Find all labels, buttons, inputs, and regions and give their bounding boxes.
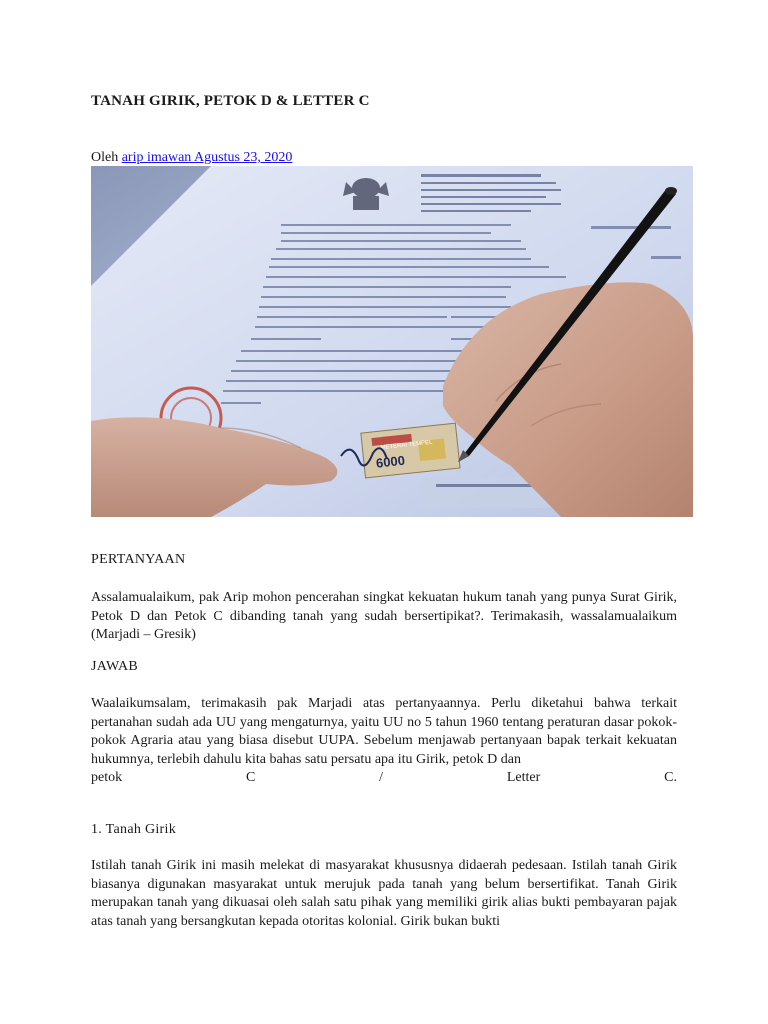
answer-paragraph [91, 695, 677, 788]
document-signing-photo [91, 166, 693, 517]
answer-word: Letter [506, 770, 541, 785]
article-title: TANAH GIRIK, PETOK D & LETTER C [91, 93, 370, 109]
answer-text: Waalaikumsalam, terimakasih pak Marjadi atas pertanyaannya. Perlu diketahui bahwa terkait pertanahan sudah ada UU yang mengaturnya, yaitu UU no 5 tahun 1960 tentang peraturan dasar pokok-pokok Agraria atau yang biasa disebut UUPA. Sebelum menjawab pertanyaan bapak terkait kekuatan hukumnya, terlebih dahulu kita bahas satu persatu apa itu Girik, petok D dan [91, 696, 677, 767]
meterai-label: METERAI TEMPEL [380, 439, 433, 452]
girik-text: Istilah tanah Girik ini masih melekat di masyarakat khususnya didaerah pedesaan. Istilah tanah Girik biasanya digunakan masyarakat untuk merujuk pada tanah yang belum bersertifikat. Tanah Girik merupakan tanah yang dikuasai oleh salah satu pihak yang memiliki girik alias bukti pembayaran pajak atas tanah yang bersangkutan kepada otoritas kolonial. Girik bukan bukti [91, 858, 677, 929]
answer-word: C. [664, 770, 677, 785]
girik-subheading: 1. Tanah Girik [91, 822, 177, 837]
byline [91, 150, 292, 166]
answer-word: / [379, 770, 384, 785]
byline-prefix: Oleh [91, 150, 122, 165]
author-date-link[interactable]: arip imawan Agustus 23, 2020 [121, 150, 293, 165]
question-heading: PERTANYAAN [91, 552, 186, 567]
answer-heading: JAWAB [91, 659, 139, 674]
answer-word: petok [91, 770, 123, 785]
answer-word: C [245, 770, 256, 785]
meterai-value: 6000 [375, 452, 406, 471]
answer-last-line [91, 769, 677, 788]
question-text: Assalamualaikum, pak Arip mohon pencerahan singkat kekuatan hukum tanah yang punya Surat Girik, Petok D dan Petok C dibanding tanah yang sudah bersertipikat?. Terimakasih, wassalamualaikum (Marjadi – Gresik) [91, 590, 677, 642]
